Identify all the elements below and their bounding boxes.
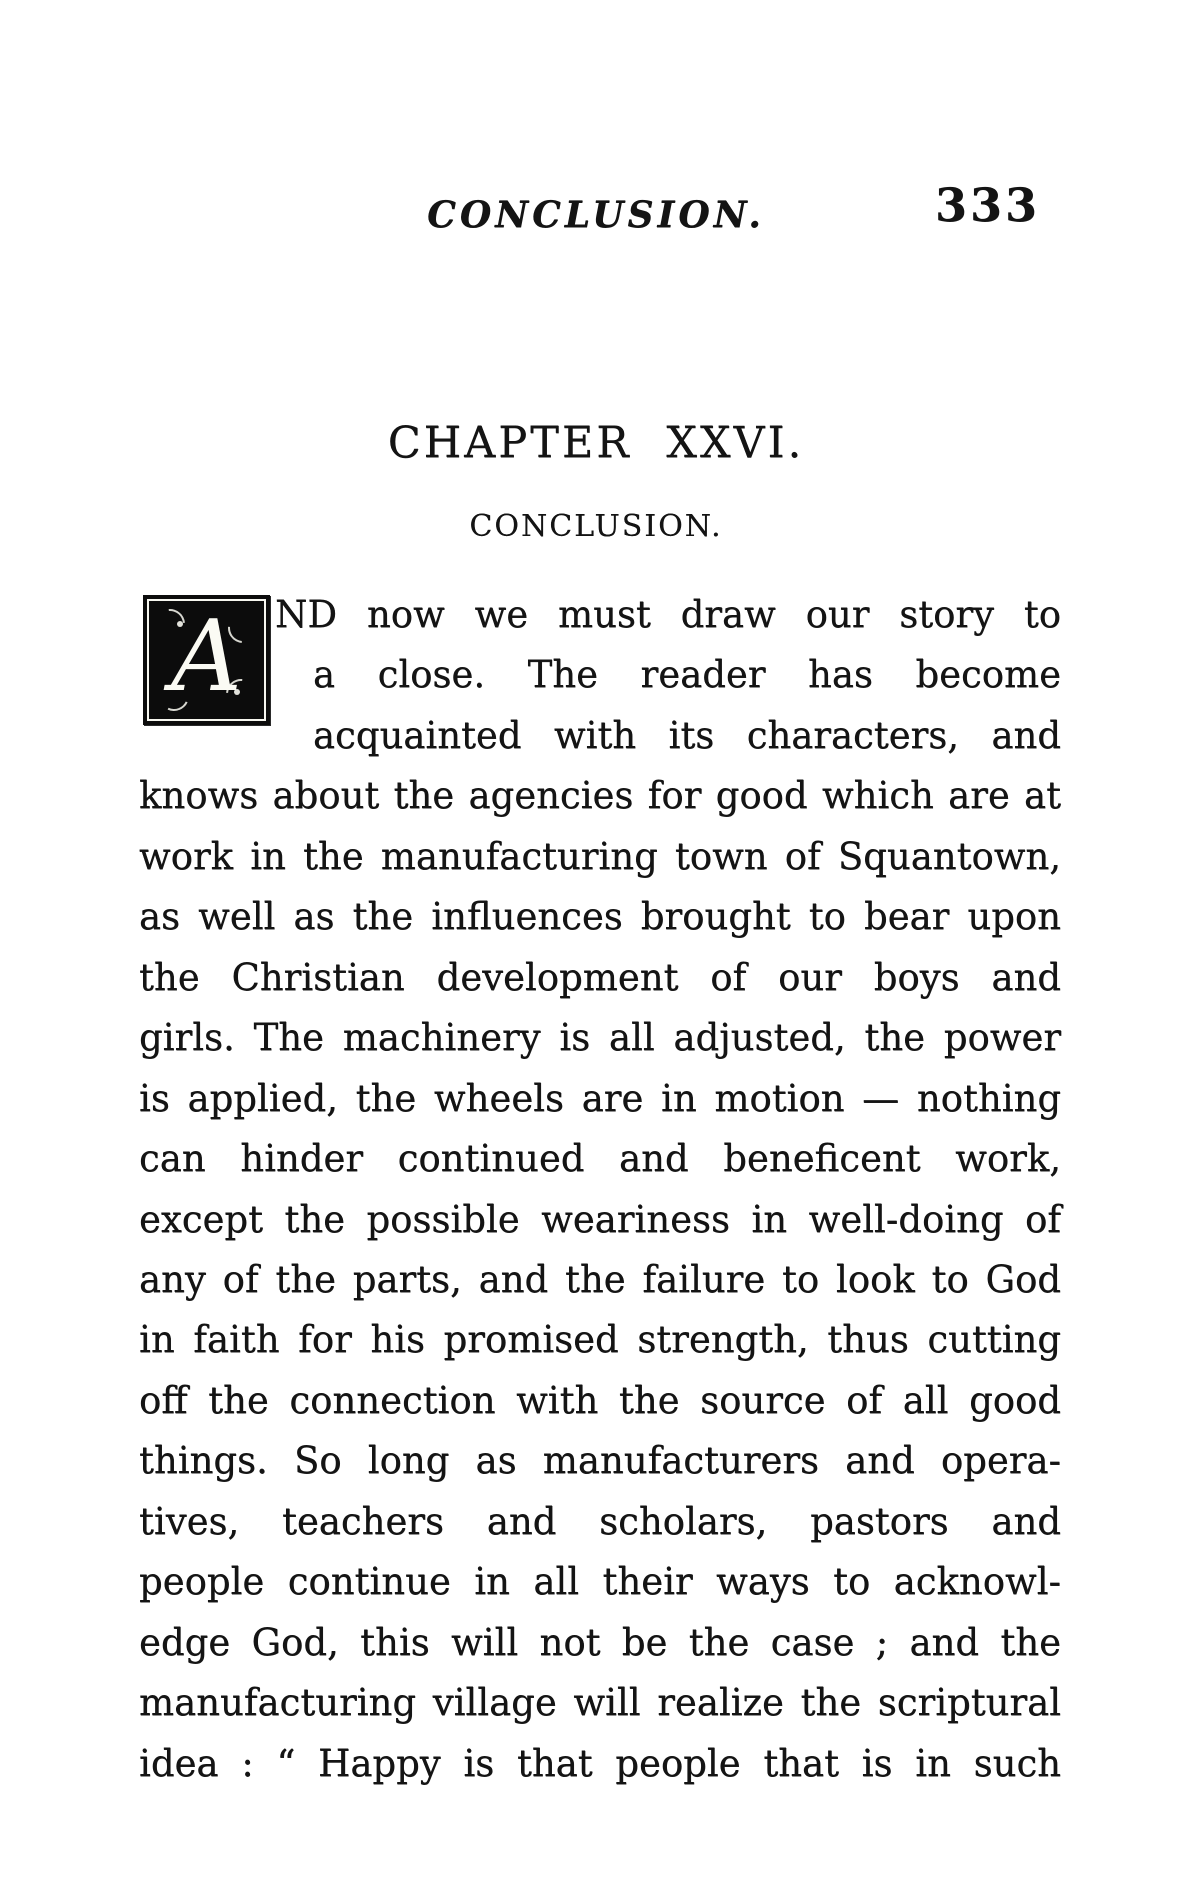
body-line: work in the manufacturing town of Squantown,: [139, 834, 1061, 878]
drop-cap-letter: A: [171, 600, 242, 714]
body-line: can hinder continued and beneficent work,: [139, 1137, 1061, 1181]
body-line: knows about the agencies for good which are at: [139, 774, 1061, 818]
section-heading: CONCLUSION.: [469, 509, 723, 544]
chapter-heading: CHAPTER XXVI.: [387, 418, 805, 468]
running-head: CONCLUSION.: [427, 194, 765, 236]
body-line: as well as the influences brought to bear upon: [139, 895, 1061, 939]
body-line: edge God, this will not be the case ; and the: [139, 1620, 1061, 1664]
body-line: girls. The machinery is all adjusted, the power: [139, 1016, 1061, 1060]
body-line: any of the parts, and the failure to look to God: [139, 1257, 1061, 1301]
body-line: a close. The reader has become: [313, 653, 1061, 697]
body-line: ND now we must draw our story to: [275, 593, 1061, 636]
body-line: tives, teachers and scholars, pastors and: [139, 1499, 1061, 1543]
body-line: things. So long as manufacturers and opera-: [139, 1439, 1061, 1483]
body-line: in faith for his promised strength, thus cutting: [139, 1318, 1061, 1362]
body-line: except the possible weariness in well-doing of: [139, 1197, 1061, 1241]
body-line: idea : “ Happy is that people that is in such: [139, 1741, 1061, 1785]
body-line: off the connection with the source of all good: [139, 1378, 1061, 1422]
body-line: people continue in all their ways to acknowl-: [139, 1560, 1061, 1604]
body-line: the Christian development of our boys and: [139, 955, 1061, 999]
page-number: 333: [934, 178, 1040, 232]
body-paragraph: [139, 585, 1061, 1794]
body-line: acquainted with its characters, and: [313, 713, 1061, 757]
body-line: is applied, the wheels are in motion — nothing: [139, 1076, 1061, 1120]
body-line: manufacturing village will realize the scriptural: [139, 1681, 1061, 1725]
